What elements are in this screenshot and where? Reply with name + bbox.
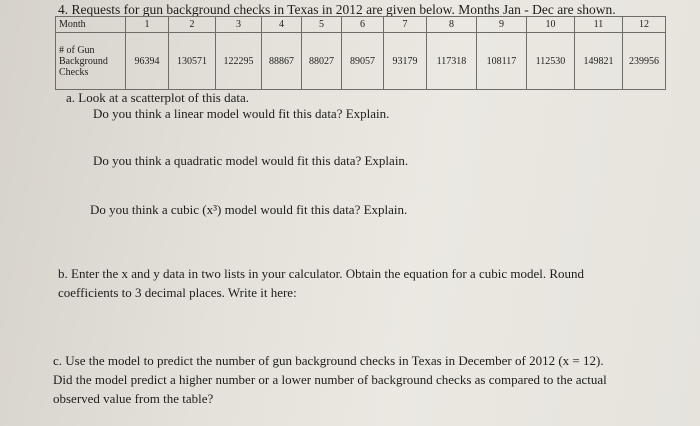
- checks-cell: 117318: [427, 33, 477, 90]
- part-c-line: observed value from the table?: [53, 391, 214, 406]
- month-cell: 12: [623, 17, 666, 33]
- month-cell: 8: [427, 17, 477, 33]
- month-cell: 11: [575, 17, 623, 33]
- checks-cell: 88867: [262, 33, 302, 90]
- checks-cell: 122295: [216, 33, 262, 90]
- part-c: [53, 351, 607, 408]
- question-linear: Do you think a linear model would fit this data? Explain.: [93, 106, 390, 121]
- checks-cell: 130571: [169, 33, 216, 90]
- month-cell: 3: [216, 17, 262, 33]
- part-b-line: coefficients to 3 decimal places. Write it here:: [58, 285, 297, 300]
- month-cell: 5: [302, 17, 342, 33]
- question-quadratic: Do you think a quadratic model would fit this data? Explain.: [93, 153, 409, 168]
- part-b-line: b. Enter the x and y data in two lists in your calculator. Obtain the equation for a cubic model. Round: [58, 266, 585, 281]
- question-cubic: Do you think a cubic (x³) model would fit this data? Explain.: [90, 202, 408, 217]
- checks-label-line: # of Gun: [59, 44, 95, 56]
- month-cell: 7: [384, 17, 427, 33]
- checks-label: [56, 33, 126, 90]
- data-table: [55, 16, 666, 90]
- part-a-lead: a. Look at a scatterplot of this data.: [66, 90, 250, 105]
- checks-cell: 89057: [342, 33, 384, 90]
- checks-cell: 96394: [126, 33, 169, 90]
- checks-cell: 239956: [623, 33, 666, 90]
- part-c-line: Did the model predict a higher number or a lower number of background checks as compared to the actual: [53, 372, 607, 387]
- part-b: [58, 264, 584, 302]
- month-cell: 6: [342, 17, 384, 33]
- problem-heading: 4. Requests for gun background checks in Texas in 2012 are given below. Months Jan - Dec are shown.: [58, 2, 616, 17]
- part-c-line: c. Use the model to predict the number of gun background checks in Texas in December of 2012 (x = 12).: [53, 353, 604, 368]
- checks-label-line: Background: [59, 55, 108, 67]
- month-label: Month: [56, 17, 126, 33]
- month-cell: 4: [262, 17, 302, 33]
- month-row: [56, 17, 666, 33]
- checks-label-line: Checks: [59, 66, 89, 78]
- checks-cell: 88027: [302, 33, 342, 90]
- checks-cell: 112530: [527, 33, 575, 90]
- month-cell: 2: [169, 17, 216, 33]
- month-cell: 9: [477, 17, 527, 33]
- checks-row: [56, 33, 666, 90]
- checks-cell: 93179: [384, 33, 427, 90]
- month-cell: 10: [527, 17, 575, 33]
- month-cell: 1: [126, 17, 169, 33]
- checks-cell: 108117: [477, 33, 527, 90]
- checks-cell: 149821: [575, 33, 623, 90]
